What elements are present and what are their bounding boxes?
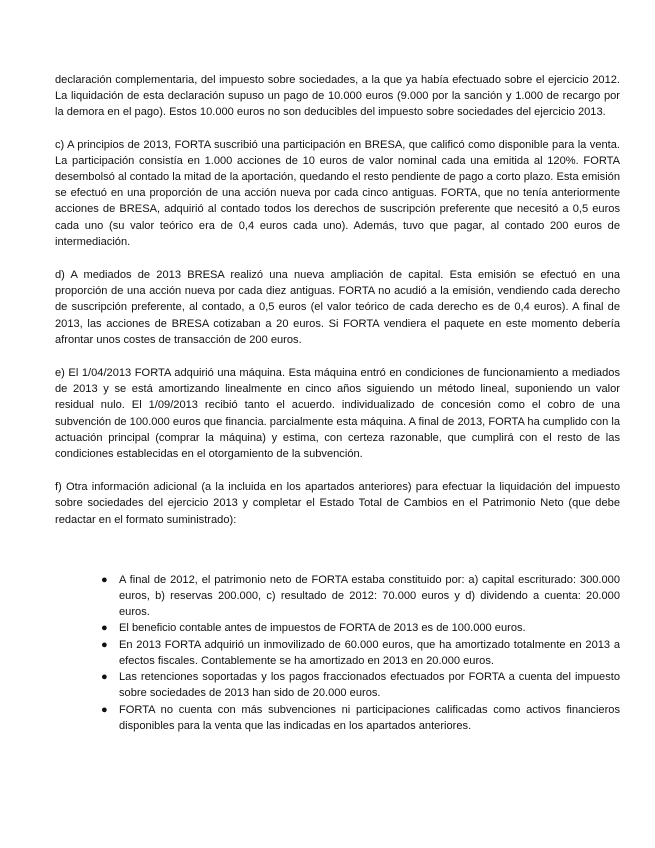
list-item-text: El beneficio contable antes de impuestos de FORTA de 2013 es de 100.000 euros.: [119, 622, 526, 635]
bullet-icon: ●: [101, 671, 108, 684]
bullet-icon: ●: [101, 622, 108, 635]
paragraph-f: f) Otra información adicional (a la incluida en los apartados anteriores) para efectuar la liquidación del impuesto sobre sociedades del ejercicio 2013 y completar el Estado Total de Cambios en el Patrimonio Neto (que debe redactar en el formato suministrado):: [55, 481, 620, 526]
list-item-text: En 2013 FORTA adquirió un inmovilizado de 60.000 euros, que ha amortizado totalmente en 2013 a efectos fiscales. Contablemente se ha amortizado en 2013 en 20.000 euros.: [119, 638, 620, 667]
paragraph-d: d) A mediados de 2013 BRESA realizó una nueva ampliación de capital. Esta emisión se efectuó en una proporción de una acción nueva por cada diez antiguas. FORTA no acudió a la emisión, vendiendo cada derecho de suscripción preferente, al contado, a 0,5 euros (el valor teórico de cada derecho es de 0,4 euros). A final de 2013, las acciones de BRESA cotizaban a 20 euros. Si FORTA vendiera el paquete en este momento debería afrontar unos costes de transacción de 200 euros.: [55, 269, 620, 346]
bullet-icon: ●: [101, 703, 108, 716]
paragraph-c: c) A principios de 2013, FORTA suscribió una participación en BRESA, que calificó como disponible para la venta. La participación consistía en 1.000 acciones de 10 euros de valor nominal cada una emitida al 120%. FORTA desembolsó al contado la mitad de la aportación, quedando el resto pendiente de pago a corto plazo. Esta emisión se efectuó en una proporción de una acción nueva por cada cinco antiguas. FORTA, que no tenía anteriormente acciones de BRESA, adquirió al contado todos los derechos de suscripción preferente que necesitó a 0,5 euros cada uno (su valor teórico era de 0,4 euros cada uno). Además, tuvo que pagar, al contado 200 euros de intermediación.: [55, 138, 620, 248]
bullet-icon: ●: [101, 573, 108, 586]
list-item: [101, 669, 620, 701]
bullet-icon: ●: [101, 638, 108, 651]
paragraph-continuation-b: declaración complementaria, del impuesto sobre sociedades, a la que ya había efectuado sobre el ejercicio 2012. La liquidación de esta declaración supuso un pago de 10.000 euros (9.000 por la sanción y 1.000 de recargo por la demora en el pago). Estos 10.000 euros no son deducibles del impuesto sobre sociedades del ejercicio 2013.: [55, 74, 620, 119]
list-item: [101, 572, 620, 621]
list-item: [101, 637, 620, 669]
list-item: [101, 620, 620, 636]
bullet-list: [55, 572, 620, 734]
list-item-text: Las retenciones soportadas y los pagos fraccionados efectuados por FORTA a cuenta del impuesto sobre sociedades de 2013 han sido de 20.000 euros.: [119, 671, 620, 700]
list-item-text: A final de 2012, el patrimonio neto de FORTA estaba constituido por: a) capital escriturado: 300.000 euros, b) reservas 200.000, c) resultado de 2012: 70.000 euros y d) dividendo a cuenta: 20.000 euros.: [119, 573, 620, 619]
list-item: [101, 702, 620, 734]
paragraph-e: e) El 1/04/2013 FORTA adquirió una máquina. Esta máquina entró en condiciones de funcionamiento a mediados de 2013 y se está amortizando linealmente en cinco años siguiendo un método lineal, suponiendo un valor residual nulo. El 1/09/2013 recibió tanto el acuerdo. individualizado de concesión como el cobro de una subvención de 100.000 euros que financia. parcialmente esta máquina. A final de 2013, FORTA ha cumplido con la actuación principal (comprar la máquina) y estima, con certeza razonable, que cumplirá con el resto de las condiciones establecidas en el otorgamiento de la subvención.: [55, 367, 620, 461]
list-item-text: FORTA no cuenta con más subvenciones ni participaciones calificadas como activos financieros disponibles para la venta que las indicadas en los apartados anteriores.: [119, 703, 620, 732]
